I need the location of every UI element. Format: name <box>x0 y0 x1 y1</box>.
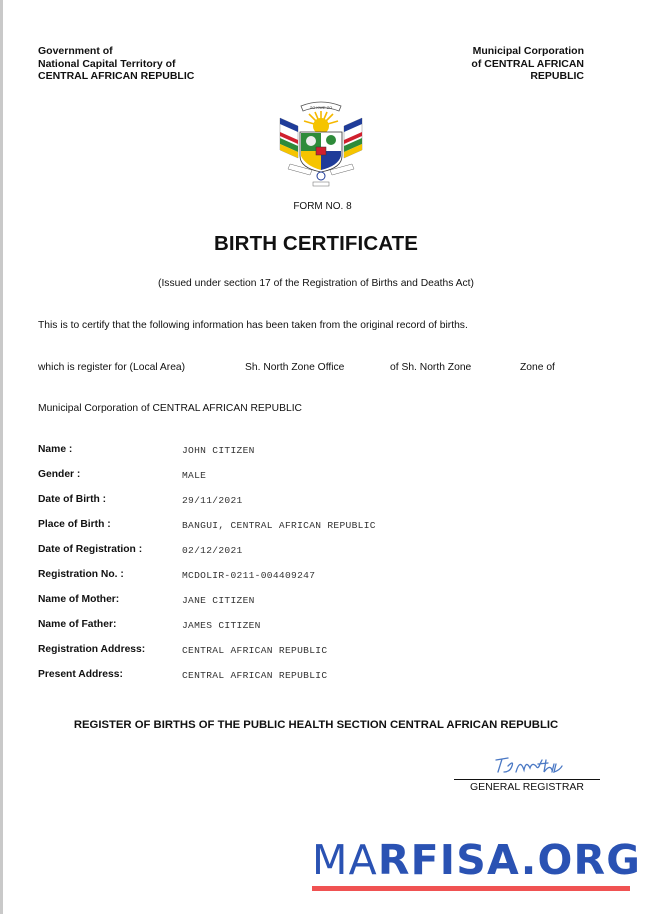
signature-line <box>454 779 600 780</box>
field-label: Name : <box>38 444 73 455</box>
field-label: Registration No. : <box>38 569 124 580</box>
local-area-suffix: Zone of <box>520 362 555 373</box>
field-value: CENTRAL AFRICAN REPUBLIC <box>182 670 328 681</box>
form-number: FORM NO. 8 <box>293 201 352 212</box>
watermark-logo <box>312 836 642 891</box>
watermark-part: MA <box>312 836 378 884</box>
field-value: JANE CITIZEN <box>182 595 255 606</box>
local-area-zone: of Sh. North Zone <box>390 362 472 373</box>
field-value: 02/12/2021 <box>182 545 243 556</box>
subtitle: (Issued under section 17 of the Registration of Births and Deaths Act) <box>158 278 474 289</box>
field-label: Date of Registration : <box>38 544 143 555</box>
field-value: CENTRAL AFRICAN REPUBLIC <box>182 645 328 656</box>
watermark-part-bold: RFISA <box>377 836 521 884</box>
header-government <box>38 45 194 83</box>
field-label: Name of Father: <box>38 619 117 630</box>
header-line: Government of <box>38 45 113 57</box>
header-line: CENTRAL AFRICAN REPUBLIC <box>38 70 195 82</box>
watermark-underline <box>312 886 630 891</box>
field-label: Registration Address: <box>38 644 146 655</box>
certify-statement: This is to certify that the following information has been taken from the original record of births. <box>38 320 468 331</box>
municipal-line: Municipal Corporation of CENTRAL AFRICAN REPUBLIC <box>38 403 302 414</box>
watermark-text <box>312 836 642 884</box>
local-area-office: Sh. North Zone Office <box>245 362 345 373</box>
signature-icon <box>490 752 570 778</box>
field-value: BANGUI, CENTRAL AFRICAN REPUBLIC <box>182 520 376 531</box>
page-title: BIRTH CERTIFICATE <box>213 232 419 255</box>
field-label: Gender : <box>38 469 81 480</box>
header-line: National Capital Territory of <box>38 57 176 70</box>
field-label: Name of Mother: <box>38 594 120 605</box>
field-value: JAMES CITIZEN <box>182 620 261 631</box>
header-line: Municipal Corporation <box>472 45 584 57</box>
field-label: Place of Birth : <box>38 519 111 530</box>
local-area-prefix: which is register for (Local Area) <box>38 362 186 373</box>
field-label: Date of Birth : <box>38 494 107 505</box>
header-line: of CENTRAL AFRICAN <box>471 57 584 70</box>
svg-text:ZO KWE ZO: ZO KWE ZO <box>309 105 333 110</box>
field-value: MCDOLIR-0211-004409247 <box>182 570 316 581</box>
header-line: REPUBLIC <box>530 70 584 82</box>
header-municipal <box>471 45 584 83</box>
page-edge <box>0 0 3 914</box>
local-area-line <box>38 362 598 376</box>
watermark-part-bold: .ORG <box>520 836 642 884</box>
field-label: Present Address: <box>38 669 123 680</box>
field-value: JOHN CITIZEN <box>182 445 255 456</box>
register-statement: REGISTER OF BIRTHS OF THE PUBLIC HEALTH SECTION CENTRAL AFRICAN REPUBLIC <box>73 719 559 731</box>
signatory-title: GENERAL REGISTRAR <box>470 781 584 793</box>
coat-of-arms-icon <box>276 96 366 188</box>
field-value: 29/11/2021 <box>182 495 243 506</box>
field-value: MALE <box>182 470 207 481</box>
